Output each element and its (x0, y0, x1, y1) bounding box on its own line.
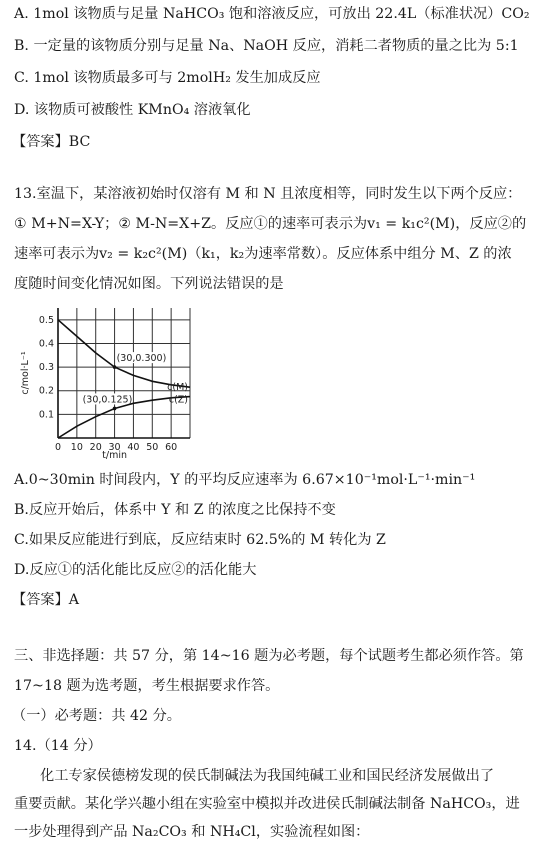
q12-answer: 【答案】BC (12, 134, 91, 150)
x-tick-label: 30 (108, 442, 121, 453)
q12-option-b: B. 一定量的该物质分别与足量 Na、NaOH 反应，消耗二者物质的量之比为 5:1 (14, 38, 519, 54)
annotation-point (113, 407, 117, 411)
q13-stem-line3: 速率可表示为v₂ = k₂c²(M)（k₁，k₂为速率常数）。反应体系中组分 M、Z 的浓 (14, 246, 512, 262)
y-tick-label: 0.1 (38, 409, 54, 421)
x-tick-label: 10 (70, 442, 83, 453)
section3-line2: 17~18 题为选考题，考生根据要求作答。 (14, 678, 280, 694)
y-tick-label: 0.3 (38, 362, 54, 374)
q13-stem-line4: 度随时间变化情况如图。下列说法错误的是 (14, 276, 284, 292)
series-label: c(M) (167, 382, 188, 394)
x-tick-label: 40 (127, 442, 140, 453)
q13-option-d: D.反应①的活化能比反应②的活化能大 (14, 562, 257, 578)
y-tick-label: 0.2 (38, 385, 54, 397)
annotation-label: (30,0.125) (82, 394, 133, 406)
concentration-time-chart (22, 300, 198, 460)
q13-stem-line1: 13.室温下，某溶液初始时仅溶有 M 和 N 且浓度相等，同时发生以下两个反应： (14, 186, 522, 202)
x-tick-label: 60 (165, 442, 178, 453)
q13-stem-line2: ① M+N=X-Y；② M-N=X+Z。反应①的速率可表示为v₁ = k₁c²(M)，反应②的 (14, 216, 527, 232)
section3-line3: （一）必考题：共 42 分。 (12, 708, 181, 724)
q12-option-a: A. 1mol 该物质与足量 NaHCO₃ 饱和溶液反应，可放出 22.4L（标准状况）CO₂ (14, 6, 530, 22)
q14-header: 14.（14 分） (14, 738, 102, 754)
annotation-label: (30,0.300) (116, 353, 167, 365)
q14-paragraph-line2: 重要贡献。某化学兴趣小组在实验室中模拟并改进侯氏制碱法制备 NaHCO₃，进 (14, 796, 520, 812)
y-tick-label: 0.4 (38, 338, 54, 350)
q13-option-c: C.如果反应能进行到底，反应结束时 62.5%的 M 转化为 Z (14, 532, 386, 548)
q12-option-c: C. 1mol 该物质最多可与 2molH₂ 发生加成反应 (14, 70, 321, 86)
y-tick-label: 0.5 (38, 314, 54, 326)
x-axis-label: t/min (102, 450, 127, 461)
chart-svg (22, 300, 198, 460)
q13-option-a: A.0~30min 时间段内，Y 的平均反应速率为 6.67×10⁻¹mol·L⁻¹·min⁻¹ (14, 472, 476, 488)
annotation-point (113, 365, 117, 369)
q13-option-b: B.反应开始后，体系中 Y 和 Z 的浓度之比保持不变 (14, 502, 336, 518)
q14-paragraph-line3: 一步处理得到产品 Na₂CO₃ 和 NH₄Cl，实验流程如图： (14, 824, 370, 840)
section3-line1: 三、非选择题：共 57 分，第 14~16 题为必考题，每个试题考生都必须作答。第 (14, 648, 524, 664)
q14-paragraph-line1: 化工专家侯德榜发现的侯氏制碱法为我国纯碱工业和国民经济发展做出了 (40, 768, 495, 784)
x-tick-label: 50 (146, 442, 159, 453)
q12-option-d: D. 该物质可被酸性 KMnO₄ 溶液氧化 (14, 102, 251, 118)
y-axis-label: c/mol·L⁻¹ (20, 351, 31, 395)
x-tick-label: 20 (89, 442, 102, 453)
q13-answer: 【答案】A (12, 592, 79, 608)
series-label: c(Z) (168, 394, 188, 406)
x-tick-label: 0 (54, 442, 62, 453)
